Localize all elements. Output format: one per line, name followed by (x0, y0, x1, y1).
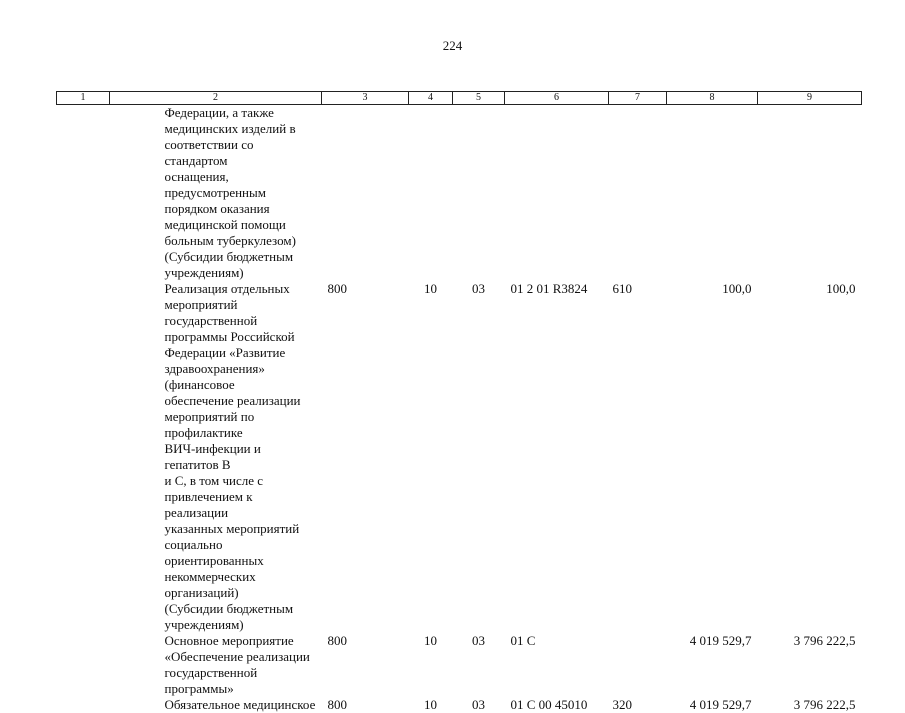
budget-table (56, 91, 862, 713)
row-cell-col4: 10 (424, 697, 437, 712)
row-cell-col3: 800 (327, 633, 347, 648)
header-cell-1: 1 (57, 92, 110, 105)
table-row (57, 697, 862, 713)
header-cell-9: 9 (758, 92, 862, 105)
row-cell-col7 (609, 633, 667, 697)
row-cell-col9 (758, 105, 862, 282)
page-number: 224 (442, 38, 463, 53)
row-cell-col7: 610 (612, 281, 632, 296)
row-cell-col6 (505, 105, 609, 282)
row-cell-col1 (57, 105, 110, 282)
row-cell-col8: 4 019 529,7 (689, 633, 752, 648)
row-cell-col7: 320 (612, 697, 632, 712)
row-cell-col1 (57, 633, 110, 697)
header-cell-2: 2 (110, 92, 322, 105)
row-cell-col6: 01 С 00 45010 (510, 697, 588, 712)
row-cell-name (110, 105, 322, 282)
row-cell-col9: 3 796 222,5 (793, 633, 856, 648)
row-cell-col4 (409, 105, 453, 282)
row-name-text: Обязательное медицинское (164, 697, 316, 712)
row-cell-name (110, 697, 322, 713)
row-name-text: Реализация отдельных мероприятий государственной программы Российской Федерации «Развитие здравоохранения» (финансовое обеспечение реализации мероприятий по профилактике ВИЧ-инфекции и гепатитов В и С, в том числе с привлечением к реализации указанных мероприятий социально ориентированных некоммерческих организаций) (Субсидии бюджетным учреждениям) (164, 281, 301, 632)
row-cell-col6: 01 2 01 R3824 (510, 281, 588, 296)
table-row (57, 281, 862, 633)
row-name-text: Федерации, а также медицинских изделий в соответствии со стандартом оснащения, предусмотренным порядком оказания медицинской помощи больным туберкулезом) (Субсидии бюджетным учреждениям) (164, 105, 296, 280)
row-cell-col1 (57, 281, 110, 633)
row-cell-col8: 4 019 529,7 (689, 697, 752, 712)
header-row (57, 92, 862, 105)
row-cell-col7 (609, 105, 667, 282)
header-cell-4: 4 (409, 92, 453, 105)
header-cell-6: 6 (505, 92, 609, 105)
header-cell-5: 5 (453, 92, 505, 105)
row-cell-col3: 800 (327, 281, 347, 296)
row-cell-col5: 03 (472, 633, 485, 648)
row-cell-col9: 3 796 222,5 (793, 697, 856, 712)
header-cell-7: 7 (609, 92, 667, 105)
row-cell-col8: 100,0 (722, 281, 752, 296)
row-cell-col4: 10 (424, 281, 437, 296)
table-row (57, 633, 862, 697)
header-cell-3: 3 (322, 92, 409, 105)
row-cell-name (110, 633, 322, 697)
header-cell-8: 8 (667, 92, 758, 105)
table-row (57, 105, 862, 282)
row-cell-name (110, 281, 322, 633)
row-cell-col4: 10 (424, 633, 437, 648)
row-cell-col3 (322, 105, 409, 282)
row-name-text: Основное мероприятие «Обеспечение реализации государственной программы» (164, 633, 310, 696)
row-cell-col3: 800 (327, 697, 347, 712)
row-cell-col5 (453, 105, 505, 282)
row-cell-col5: 03 (472, 697, 485, 712)
row-cell-col6: 01 С (510, 633, 536, 648)
row-cell-col1 (57, 697, 110, 713)
row-cell-col9: 100,0 (826, 281, 856, 296)
row-cell-col5: 03 (472, 281, 485, 296)
row-cell-col8 (667, 105, 758, 282)
